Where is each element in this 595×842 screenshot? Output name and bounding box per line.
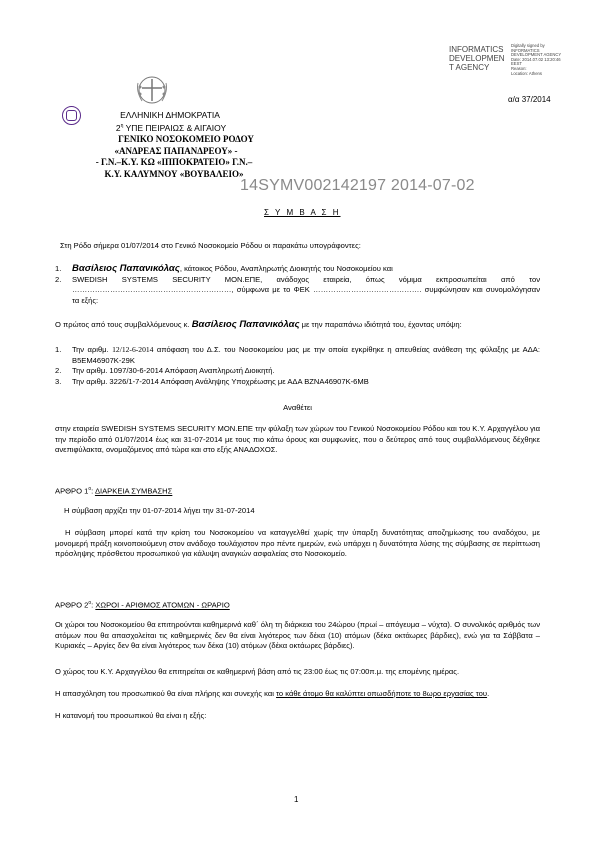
article-sep: : — [91, 600, 96, 610]
list-number: 2. — [55, 274, 62, 284]
shift-underlined: το κάθε άτομο θα καλύπτει οπωσδήποτε το 8ωρο εργασίας του — [276, 689, 488, 698]
consideration-date: 12/12-6-2014 — [112, 345, 154, 354]
article1-start-paragraph: Η σύμβαση αρχίζει την 01-07-2014 λήγει την 31-07-2014 — [64, 506, 255, 515]
intro-paragraph: Στη Ρόδο σήμερα 01/07/2014 στο Γενικό Νοσοκομείο Ρόδου οι παρακάτω υπογράφοντες: — [60, 241, 361, 250]
first-party-post: με την παραπάνω ιδιότητά του, έχοντας υπόψη: — [299, 320, 462, 329]
list-text — [72, 264, 540, 275]
article-sup: ο — [88, 486, 92, 492]
considerations-list — [55, 345, 540, 387]
stamp-line: Digitally signed by — [511, 43, 545, 48]
article-sup: ο — [88, 600, 92, 606]
first-party-pre: Ο πρώτος από τους συμβαλλόμενους κ. — [55, 320, 192, 329]
header-kalymnos: Κ.Υ. ΚΑΛΥΜΝΟΥ «ΒΟΥΒΑΛΕΙΟ» — [104, 169, 244, 179]
list-text — [72, 345, 540, 366]
article-title: ΔΙΑΡΚΕΙΑ ΣΥΜΒΑΣΗΣ — [94, 486, 173, 496]
list-number: 2. — [55, 366, 62, 376]
stamp-line: Date: 2014.07.02 13:20:46 — [511, 56, 561, 62]
signature-stamp-title: INFORMATICS DEVELOPMEN T AGENCY — [449, 45, 505, 72]
article-sep: : — [91, 486, 95, 496]
article2-shift-paragraph — [55, 689, 540, 700]
list-number: 1. — [55, 264, 62, 273]
header-hospital: ΓΕΝΙΚΟ ΝΟΣΟΚΟΜΕΙΟ ΡΟΔΟΥ — [118, 134, 254, 144]
assign-paragraph: στην εταιρεία SWEDISH SYSTEMS SECURITY MON.ΕΠΕ την φύλαξη των χώρων του Γενικού Νοσοκομείου Ρόδου και του Κ.Υ. Αρχαγγέλου για την περίοδο από 01/07/2014 έως και 31-07-2014 με τους πιο κάτω όρους και συμφωνίες, που ο δεύτερος από τους συμβαλλόμενους δέχθηκε ανεπιφύλακτα, ονομαζόμενος από τώρα και στο εξής ΑΝΑΔΟΧΟΣ. — [55, 424, 540, 455]
stamp-line: Location: Athens — [511, 70, 542, 76]
hospital-logo-icon — [62, 106, 81, 125]
list-text: SWEDISH SYSTEMS SECURITY MON.ΕΠΕ, ανάδοχος εταιρεία, όπως νόμιμα εκπροσωπείται από τον ………………………………………………………, σύμφωνα με το ΦΕΚ ……………………………………. συμφώνησαν και συνομολόγησαν τα εξής: — [72, 274, 540, 305]
list-text: Την αριθμ. 3226/1-7-2014 Απόφαση Ανάληψης Υποχρέωσης με ΑΔΑ ΒΖΝΑ46907Κ-6ΜΒ — [72, 376, 369, 386]
stamp-line: EEST — [511, 61, 522, 67]
first-party-paragraph — [55, 320, 540, 331]
list-item — [55, 264, 540, 275]
article2-archangelos-paragraph: Ο χώρος του Κ.Υ. Αρχαγγέλου θα επιτηρείται σε καθημερινή βάση από τις 23:00 έως τις 07:00π.μ. της επομένης ημέρας. — [55, 667, 460, 676]
consideration-text: απόφαση του Δ.Σ. του Νοσοκομείου μας με την οποία εγκρίθηκε η απευθείας ανάθεση της φύλαξης με ΑΔΑ: Β5ΕΜ46907Κ-29Κ — [72, 345, 540, 365]
region-number: 2 — [115, 122, 121, 133]
logo-inner-shape — [66, 110, 77, 121]
protocol-number: α/α 37/2014 — [508, 95, 551, 104]
page-number: 1 — [294, 795, 299, 804]
article-label: ΑΡΘΡΟ 1 — [55, 486, 89, 496]
party-name: Βασίλειος Παπανικόλας — [72, 263, 180, 274]
first-party-name: Βασίλειος Παπανικόλας — [191, 319, 300, 330]
document-title: Σ Υ Μ Β Α Σ Η — [264, 208, 341, 217]
header-health-region — [86, 121, 256, 134]
article2-coverage-paragraph: Οι χώροι του Νοσοκομείου θα επιτηρούνται καθημερινά καθ΄ όλη τη διάρκεια του 24ώρου (πρωί – απόγευμα – νύχτα). Ο συνολικός αριθμός των ατόμων που θα απασχολείται τις καθημερινές δεν θα είναι λιγότερος των δέκα (10) ατόμων (δέκα οκτάωρες βάρδιες), ενώ για τα Σάββατα – Κυριακές – Αργίες δεν θα είναι λιγότερος των δέκα (10) ατόμων (δέκα οκτάωρες βάρδιες). — [55, 620, 540, 651]
ada-code: 14SYMV002142197 2014-07-02 — [240, 177, 475, 194]
shift-pre: Η απασχόληση του προσωπικού θα είναι πλήρης και συνεχής και — [55, 689, 277, 698]
list-item — [55, 377, 540, 388]
list-text: Την αριθμ. 1097/30-6-2014 Απόφαση Αναπληρωτή Διοικητή. — [72, 366, 275, 376]
header-hospital-name: «ΑΝΔΡΕΑΣ ΠΑΠΑΝΔΡΕΟΥ» - — [114, 146, 238, 156]
consideration-pre: Την αριθμ. — [72, 345, 113, 354]
article-title: ΧΩΡΟΙ - ΑΡΙΘΜΟΣ ΑΤΟΜΩΝ - ΩΡΑΡΙΟ — [95, 600, 230, 610]
list-number: 1. — [55, 345, 62, 354]
article1-heading — [55, 484, 540, 497]
region-sup: η — [120, 123, 124, 129]
list-item — [55, 345, 540, 366]
header-republic: ΕΛΛΗΝΙΚΗ ΔΗΜΟΚΡΑΤΙΑ — [120, 110, 220, 120]
party-text: , κάτοικος Ρόδου, Αναπληρωτής Διοικητής του Νοσοκομείου και — [179, 264, 393, 273]
article1-termination-paragraph: Η σύμβαση μπορεί κατά την κρίση του Νοσοκομείου να καταγγελθεί χωρίς την ύπαρξη δυνατότητας αποζημίωσης του αναδόχου, με μονομερή πράξη κοινοποιούμενη στον ανάδοχο τουλάχιστον προ πέντε ημερών, ενώ υπάρχει η δυνατότητα λύσης της σύμβασης σε περίπτωση πρόσληψης πρόσθετου προσωπικού για κάλυψη αναγκών ασφαλείας στο Νοσοκομείο. — [55, 528, 540, 559]
signature-stamp-details — [511, 44, 581, 76]
parties-list — [55, 264, 540, 306]
header-kos: - Γ.Ν.–Κ.Υ. ΚΩ «ΙΠΠΟΚΡΑΤΕΙΟ» Γ.Ν.– — [95, 157, 253, 167]
article2-heading — [55, 598, 540, 611]
stamp-line: INFORMATICS — [511, 47, 540, 53]
list-number: 3. — [55, 376, 62, 386]
list-item — [55, 366, 540, 377]
assigns-heading: Αναθέτει — [283, 403, 312, 412]
stamp-line: DEVELOPMENT AGENCY — [511, 52, 562, 58]
region-name: ΥΠΕ ΠΕΙΡΑΙΩΣ & ΑΙΓΑΙΟΥ — [123, 122, 227, 133]
list-item — [55, 275, 540, 307]
article-label: ΑΡΘΡΟ 2 — [55, 600, 89, 610]
article2-distribution-paragraph: Η κατανομή του προσωπικού θα είναι η εξής: — [55, 711, 207, 720]
shift-post: . — [487, 689, 490, 698]
greek-emblem-icon — [134, 73, 170, 107]
stamp-line: Reason: — [511, 65, 527, 71]
